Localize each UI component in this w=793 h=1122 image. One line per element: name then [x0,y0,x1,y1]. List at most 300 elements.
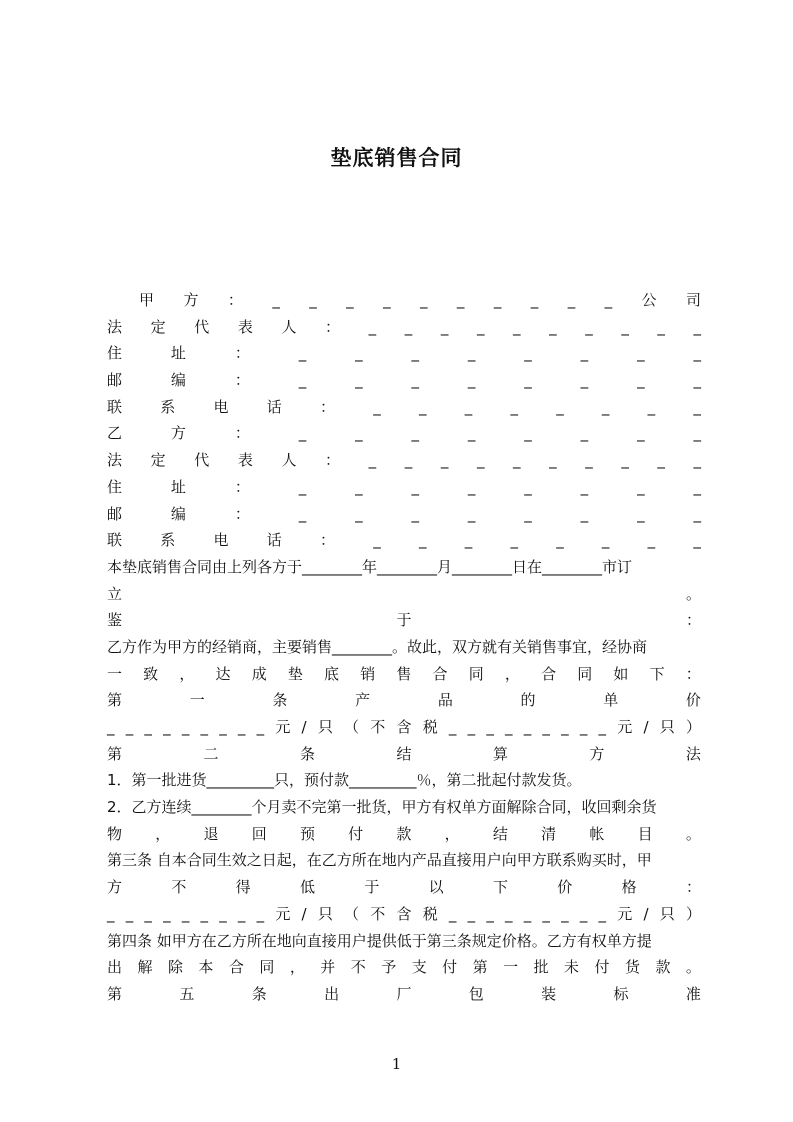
line-char: ： [234,424,250,443]
line-char: 邮 [107,504,123,523]
line-char: 合 [228,958,244,977]
line-char: 帐 [589,824,605,843]
line-char: _ [524,344,532,363]
line-char: 结 [396,744,412,763]
line-char: 住 [107,344,123,363]
line-char: _ [411,477,419,496]
line-char: 批 [533,958,549,977]
line-char: ， [179,664,195,683]
line-char: _ [256,718,265,736]
line-char: 第 [107,744,123,763]
line-char: _ [448,718,457,736]
line-char: 定 [150,451,166,470]
line-char: 人 [281,317,297,336]
line-char: 表 [237,317,253,336]
line-char: _ [219,718,227,736]
line-char: 。 [685,958,701,977]
line-char: ， [504,664,520,683]
line-char: 住 [107,477,123,496]
line-char: 包 [468,984,484,1003]
contract-line [107,981,701,1008]
line-char: _ [404,317,413,336]
line-char: 单 [603,691,619,710]
line-char: _ [524,504,532,523]
line-char: 不 [370,718,386,736]
line-char: ： [685,611,701,630]
line-char: 于 [396,611,412,630]
line-char: _ [637,424,645,443]
line-char: _ [621,451,629,470]
line-char: _ [579,718,588,736]
contract-line [107,714,701,741]
line-char: _ [219,904,227,923]
line-char: _ [657,451,665,470]
line-char: _ [298,371,307,390]
line-char: _ [561,904,569,923]
line-char: ： [320,397,336,416]
line-char: 话 [266,397,282,416]
line-char: 一 [189,691,205,710]
line-char: _ [373,531,381,550]
line-char: _ [523,904,532,923]
line-char: _ [368,317,377,336]
line-char: 予 [381,958,397,977]
line-char: _ [448,904,457,923]
line-char: / [301,904,307,923]
line-char: _ [580,371,589,390]
contract-line [107,340,701,367]
line-char: （ [344,904,360,923]
line-char: _ [368,451,377,470]
contract-line [107,741,701,768]
line-char: ） [685,718,701,736]
line-char: 系 [160,397,176,416]
line-char: _ [440,451,449,470]
line-char: _ [580,477,589,496]
line-char: 鉴 [107,611,123,630]
contract-line [107,527,701,554]
line-char: _ [404,451,413,470]
line-char: 第 [107,984,123,1003]
line-char: 未 [564,958,580,977]
line-char: _ [298,477,307,496]
line-char: _ [256,904,265,923]
line-char: 价 [685,691,701,710]
line-char: 人 [281,451,297,470]
line-char: 装 [541,984,557,1003]
contract-line: 第四条 如甲方在乙方所在地向直接用户提供低于第三条规定价格。乙方有权单方提 [107,931,652,950]
contract-line: 乙方作为甲方的经销商，主要销售________。故此，双方就有关销售事宜，经协商 [107,637,648,656]
line-char: _ [440,317,449,336]
line-char: _ [200,904,209,923]
line-char: 方 [107,878,123,897]
line-char: _ [486,904,494,923]
line-char: 乙 [107,424,123,443]
line-char: _ [585,451,593,470]
line-char: 付 [348,824,364,843]
line-char: 立 [107,584,123,603]
line-char: _ [467,424,476,443]
line-char: _ [693,451,701,470]
line-char: 的 [520,691,536,710]
line-char: _ [598,904,607,923]
line-char: 税 [422,904,438,923]
line-char: ： [325,451,341,470]
line-char: _ [585,317,593,336]
line-char: 编 [170,504,186,523]
contract-line [107,501,701,528]
line-char: 二 [203,744,219,763]
line-char: _ [601,531,610,550]
line-char: 款 [396,824,412,843]
line-char: / [643,718,649,736]
line-char: _ [163,718,171,736]
line-char: _ [549,451,557,470]
line-char: _ [567,291,576,309]
line-char: 清 [541,824,557,843]
line-char: _ [510,531,518,550]
line-char: _ [411,424,419,443]
line-char: _ [237,718,246,736]
line-char: _ [693,504,701,523]
line-char: _ [420,291,428,309]
line-char: 物 [107,824,123,843]
line-char: 含 [396,718,412,736]
line-char: 于 [364,878,380,897]
line-char: 支 [411,958,427,977]
line-char: _ [355,371,363,390]
line-char: 五 [179,984,195,1003]
line-char: 成 [251,664,267,683]
line-char: ， [155,824,171,843]
line-char: 定 [150,317,166,336]
line-char: _ [373,397,381,416]
line-char: 司 [685,291,701,309]
line-char: 预 [299,824,315,843]
line-char: _ [125,904,134,923]
line-char: ， [444,824,460,843]
line-char: _ [598,718,607,736]
contract-line [107,394,701,421]
line-char: _ [601,397,610,416]
line-char: _ [556,397,564,416]
line-char: 标 [613,984,629,1003]
contract-line [107,314,701,341]
line-char: 本 [198,958,214,977]
contract-line: 本垫底销售合同由上列各方于________年________月________日在________市订 [107,557,633,576]
contract-line [107,954,701,981]
line-char: 方 [170,424,186,443]
line-char: 退 [203,824,219,843]
line-char: 方 [183,291,199,309]
line-char: _ [298,344,307,363]
line-char: 联 [107,531,123,550]
contract-line [107,474,701,501]
contract-line [107,607,701,634]
line-char: _ [298,424,307,443]
line-char: 同 [468,664,484,683]
line-char: 付 [442,958,458,977]
line-char: / [301,718,307,736]
line-char: _ [272,291,280,309]
line-char: 出 [324,984,340,1003]
line-char: 第 [472,958,488,977]
line-char: 目 [637,824,653,843]
line-char: 代 [194,317,210,336]
line-char: 电 [213,531,229,550]
line-char: 元 [617,718,633,736]
line-char: 解 [137,958,153,977]
line-char: _ [346,291,354,309]
line-char: _ [693,371,701,390]
contract-line [107,821,701,848]
line-char: ： [685,878,701,897]
line-char: _ [513,317,521,336]
line-char: _ [693,397,701,416]
line-char: ： [234,371,250,390]
line-char: 合 [432,664,448,683]
line-char: ： [234,344,250,363]
line-char: 低 [299,878,315,897]
contract-line [107,581,701,608]
line-char: _ [637,477,645,496]
line-char: / [643,904,649,923]
line-char: 以 [428,878,444,897]
line-char: 致 [143,664,159,683]
line-char: _ [309,291,317,309]
line-char: 价 [557,878,573,897]
line-char: 只 [317,904,333,923]
line-char: 含 [396,904,412,923]
line-char: 并 [320,958,336,977]
line-char: _ [464,397,473,416]
line-char: 元 [275,904,291,923]
line-char: 。 [685,584,701,603]
contract-line [107,901,701,928]
line-char: 得 [235,878,251,897]
line-char: 垫 [287,664,303,683]
line-char: _ [579,904,588,923]
contract-line: 2．乙方连续________个月卖不完第一批货，甲方有权单方面解除合同，收回剩余货 [107,798,657,817]
line-char: 产 [355,691,371,710]
line-char: _ [647,531,656,550]
line-char: 格 [621,878,637,897]
line-char: 编 [170,371,186,390]
line-char: 邮 [107,371,123,390]
line-char: 下 [649,664,665,683]
line-char: 只 [659,904,675,923]
line-char: _ [467,504,476,523]
line-char: _ [418,531,427,550]
line-char: _ [467,904,476,923]
line-char: ： [234,477,250,496]
line-char: ： [234,504,250,523]
line-char: 出 [107,958,123,977]
line-char: _ [637,371,645,390]
line-char: 表 [237,451,253,470]
line-char: _ [524,371,532,390]
contract-line [107,447,701,474]
line-char: 址 [170,477,186,496]
line-char: _ [144,718,152,736]
line-char: _ [693,344,701,363]
line-char: ： [227,291,243,309]
line-char: 代 [194,451,210,470]
line-char: （ [344,718,360,736]
contract-line [107,420,701,447]
line-char: 品 [437,691,453,710]
contract-body [107,287,701,1008]
line-char: 条 [251,984,267,1003]
line-char: 一 [503,958,519,977]
line-char: _ [486,718,494,736]
line-char: _ [144,904,152,923]
line-char: 址 [170,344,186,363]
line-char: _ [355,477,363,496]
line-char: _ [411,504,419,523]
line-char: _ [355,504,363,523]
line-char: 底 [324,664,340,683]
contract-line: 1．第一批进货_________只，预付款_________％，第二批起付款发货。 [107,771,582,790]
line-char: 厂 [396,984,412,1003]
line-char: _ [657,317,665,336]
line-char: _ [637,504,645,523]
line-char: _ [505,718,513,736]
line-char: _ [237,904,246,923]
line-char: 系 [160,531,176,550]
line-char: _ [556,531,564,550]
line-char: _ [411,344,419,363]
contract-line [107,661,701,688]
line-char: _ [530,291,539,309]
line-char: 联 [107,397,123,416]
line-char: _ [524,424,532,443]
line-char: _ [513,451,521,470]
line-char: 同 [577,664,593,683]
line-char: _ [298,504,307,523]
line-char: _ [107,904,115,923]
line-char: 下 [492,878,508,897]
line-char: _ [693,477,701,496]
line-char: ： [685,664,701,683]
contract-line: 第三条 自本合同生效之日起，在乙方所在地内产品直接用户向甲方联系购买时，甲 [107,851,652,870]
line-char: _ [355,424,363,443]
line-char: _ [604,291,613,309]
line-char: 除 [167,958,183,977]
contract-line [107,287,701,314]
line-char: 结 [492,824,508,843]
line-char: 付 [594,958,610,977]
line-char: 算 [492,744,508,763]
line-char: _ [467,371,476,390]
line-char: _ [456,291,465,309]
line-char: 法 [685,744,701,763]
line-char: 元 [275,718,291,736]
line-char: _ [355,344,363,363]
line-char: 第 [107,691,123,710]
line-char: 售 [396,664,412,683]
line-char: _ [549,317,557,336]
line-char: 如 [613,664,629,683]
line-char: _ [467,344,476,363]
contract-line [107,687,701,714]
line-char: _ [561,718,569,736]
line-char: _ [411,371,419,390]
line-char: ， [289,958,305,977]
line-char: 。 [685,824,701,843]
line-char: 不 [171,878,187,897]
line-char: 话 [266,531,282,550]
line-char: _ [163,904,171,923]
line-char: 回 [251,824,267,843]
line-char: 只 [659,718,675,736]
line-char: _ [467,477,476,496]
line-char: _ [493,291,502,309]
line-char: _ [181,904,190,923]
line-char: _ [524,477,532,496]
line-char: 货 [624,958,640,977]
line-char: 合 [541,664,557,683]
line-char: _ [510,397,518,416]
line-char: 准 [685,984,701,1003]
line-char: 法 [107,317,123,336]
line-char: _ [580,344,589,363]
line-char: 销 [360,664,376,683]
line-char: 不 [350,958,366,977]
line-char: 法 [107,451,123,470]
line-char: _ [693,317,701,336]
line-char: _ [637,344,645,363]
line-char: _ [542,718,550,736]
line-char: 甲 [139,291,155,309]
line-char: 一 [107,664,123,683]
line-char: _ [125,718,134,736]
line-char: _ [467,718,476,736]
line-char: _ [580,504,589,523]
line-char: _ [505,904,513,923]
line-char: _ [542,904,550,923]
line-char: _ [476,317,485,336]
line-char: 条 [299,744,315,763]
line-char: _ [476,451,485,470]
line-char: _ [181,718,190,736]
line-char: ： [320,531,336,550]
line-char: ） [685,904,701,923]
document-title: 垫底销售合同 [330,146,463,170]
line-char: 不 [370,904,386,923]
line-char: 同 [259,958,275,977]
line-char: _ [621,317,629,336]
line-char: _ [107,718,115,736]
line-char: 元 [617,904,633,923]
line-char: _ [523,718,532,736]
page-number: 1 [391,1055,402,1073]
line-char: _ [383,291,391,309]
line-char: 达 [215,664,231,683]
line-char: _ [418,397,427,416]
contract-line [107,367,701,394]
line-char: _ [200,718,209,736]
contract-line [107,874,701,901]
line-char: 税 [422,718,438,736]
line-char: _ [580,424,589,443]
line-char: 公 [641,291,657,309]
line-char: 条 [272,691,288,710]
line-char: 款 [655,958,671,977]
line-char: _ [647,397,656,416]
line-char: 电 [213,397,229,416]
line-char: _ [693,424,701,443]
